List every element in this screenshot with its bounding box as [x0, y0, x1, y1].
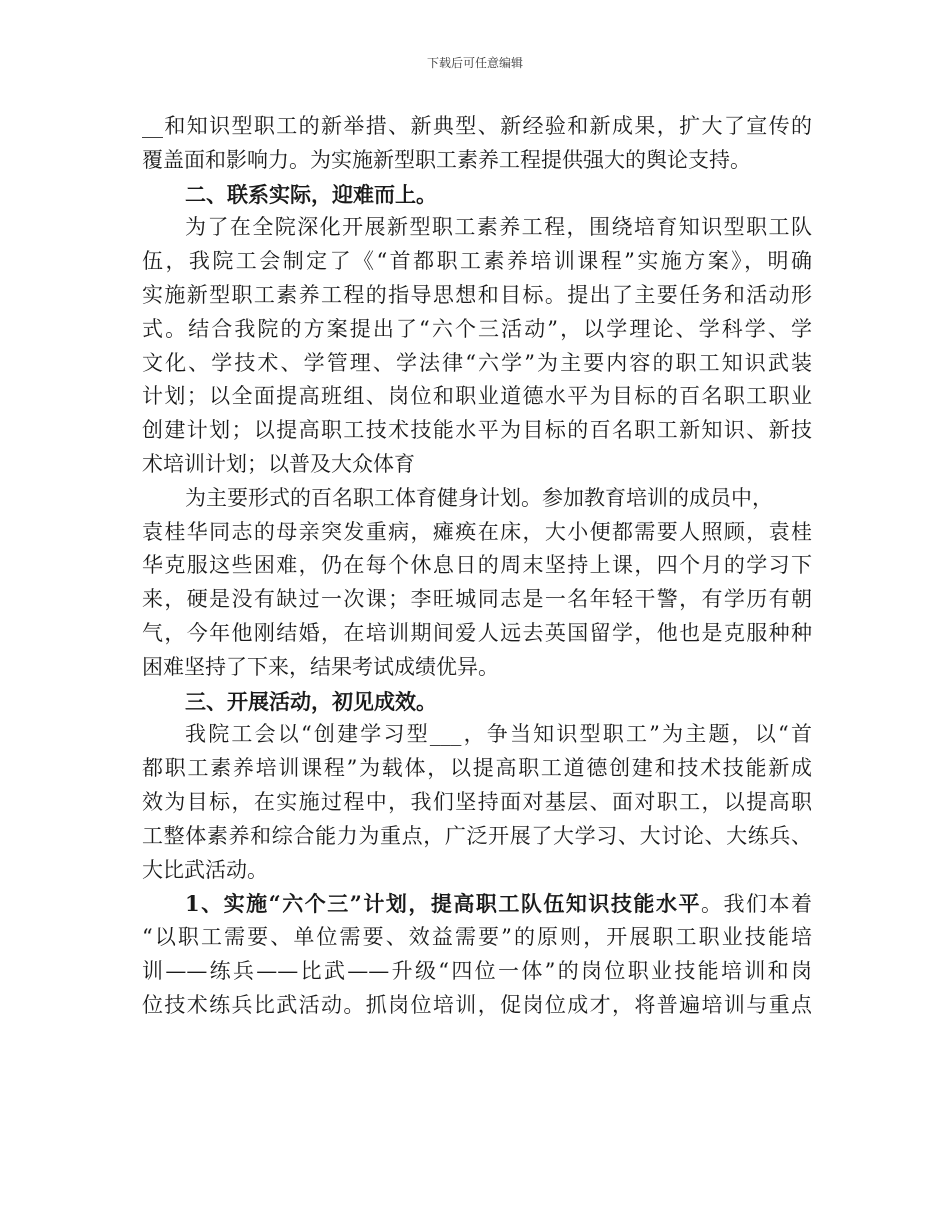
paragraph-line: 术培训计划；以普及大众体育	[142, 451, 415, 476]
paragraph-line: 困难坚持了下来，结果考试成绩优异。	[142, 654, 499, 679]
paragraph-line: 为了在全院深化开展新型职工素养工程，围绕培育知识型职工队	[185, 215, 812, 240]
paragraph-line: 都职工素养培训课程”为载体，以提高职工道德创建和技术技能新成	[142, 756, 812, 781]
paragraph-line: 工整体素养和综合能力为重点，广泛开展了大学习、大讨论、大练兵、	[142, 823, 812, 848]
paragraph-line: 式。结合我院的方案提出了“六个三活动”，以学理论、学科学、学	[142, 316, 812, 341]
paragraph-line: 华克服这些困难，仍在每个休息日的周末坚持上课，四个月的学习下	[142, 553, 812, 578]
paragraph-line: __和知识型职工的新举措、新典型、新经验和新成果，扩大了宣传的	[142, 114, 812, 138]
paragraph-text: 。我们本着	[700, 892, 812, 917]
paragraph-line: 实施新型职工素养工程的指导思想和目标。提出了主要任务和活动形	[142, 282, 812, 307]
bold-lead-text: 1、实施“六个三”计划，提高职工队伍知识技能水平	[185, 891, 701, 917]
section-heading: 三、开展活动，初见成效。	[185, 688, 437, 714]
paragraph-line: 大比武活动。	[142, 857, 268, 882]
paragraph-line: 位技术练兵比武活动。抓岗位培训，促岗位成才，将普遍培训与重点	[142, 992, 812, 1017]
paragraph-line	[142, 887, 812, 921]
paragraph-line: 文化、学技术、学管理、学法律“六学”为主要内容的职工知识武装	[142, 350, 812, 375]
paragraph-line: 我院工会以“创建学习型___，争当知识型职工”为主题，以“首	[185, 722, 812, 747]
paragraph-line: 袁桂华同志的母亲突发重病，瘫痪在床，大小便都需要人照顾，袁桂	[142, 519, 812, 544]
document-body	[142, 110, 812, 1023]
paragraph-line: 伍，我院工会制定了《“首都职工素养培训课程”实施方案》，明确	[142, 249, 812, 274]
paragraph-line: 为主要形式的百名职工体育健身计划。参加教育培训的成员中，	[185, 485, 773, 510]
paragraph-line: 训——练兵——比武——升级“四位一体”的岗位职业技能培训和岗	[142, 958, 812, 983]
paragraph-line: “以职工需要、单位需要、效益需要”的原则，开展职工职业技能培	[142, 925, 812, 950]
paragraph-line: 来，硬是没有缺过一次课；李旺城同志是一名年轻干警，有学历有朝	[142, 587, 812, 612]
paragraph-line: 效为目标，在实施过程中，我们坚持面对基层、面对职工，以提高职	[142, 789, 812, 814]
page-header: 下载后可任意编辑	[426, 56, 523, 70]
paragraph-line: 气，今年他刚结婚，在培训期间爱人远去英国留学，他也是克服种种	[142, 620, 812, 645]
paragraph-line: 创建计划；以提高职工技术技能水平为目标的百名职工新知识、新技	[142, 418, 812, 443]
section-heading: 二、联系实际，迎难而上。	[185, 181, 437, 207]
paragraph-line: 计划；以全面提高班组、岗位和职业道德水平为目标的百名职工职业	[142, 384, 812, 409]
paragraph-line: 覆盖面和影响力。为实施新型职工素养工程提供强大的舆论支持。	[142, 147, 751, 172]
